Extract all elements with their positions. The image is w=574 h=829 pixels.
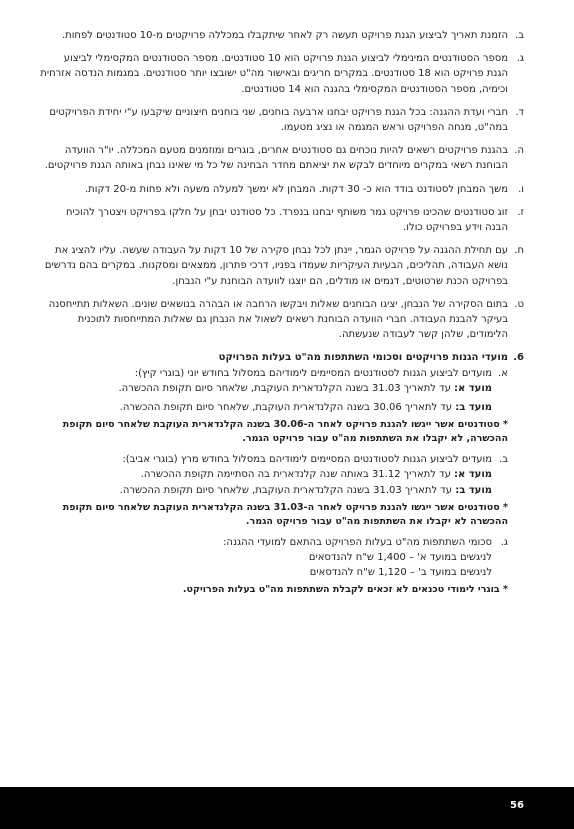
item-number: ג. [500,536,508,548]
item-text: סכומי השתתפות מה"ט בעלות הפרויקט בהתאם למועדי ההגנה: [223,536,492,548]
subsection-spring [40,452,508,498]
moed-b-line [40,483,492,498]
list-item [40,182,524,197]
section-number: 6. [513,352,524,364]
item-text: זוג סטודנטים שהכינו פרויקט גמר משותף יבחנו בנפרד. כל סטודנט יבחן על חלקו בפרויקט ויצטרך להוכיח הבנה וידע בפרויקט כולו. [65,206,508,234]
item-number: ג. [516,53,524,65]
item-number: ב. [515,30,524,41]
moed-a-text: עד לתאריך 31.12 באותה שנה קלנדארית בה הסתיימה תקופת ההכשרה. [140,469,455,481]
list-item [40,143,524,173]
note: * סטודנטים אשר ייגשו להגנת פרויקט לאחר ה-31.03 בשנה הקלנדארית העוקבת שלאחר סיום תקופת ההכשרה לא יקבלו את השתתפות מה"ט עבור פרויקט הגמר. [62,501,508,527]
list-item [40,243,524,289]
item-number: ד. [515,106,524,118]
item-number: ה. [514,145,524,157]
list-item [40,297,524,343]
list-item [40,535,508,581]
section-title: מועדי הגנות פרויקטים וסכומי השתתפות מה"ט בעלות הפרויקט [218,352,508,364]
document-body [40,28,524,603]
page-number: 56 [510,800,524,811]
payment-line-b: לניגשים במועד ב' – 1,120 ש"ח להנדסאים [309,567,492,579]
item-text: מספר הסטודנטים המינימלי לביצוע הגנת פרויקט הוא 10 סטודנטים. מספר הסטודנטים המקסימלי לביצוע הגנת פרויקט הוא 18 סטודנטים. במקרים חריגים ובאישור מה"ט ישובצו יותר סטודנטים. במגמות הנדסה אזרחית וכימיה, מספר הסטודנטים המקסימלי בהגנה הוא 14 סטודנטים. [40,53,508,95]
item-text: בהגנת פרויקטים רשאים להיות נוכחים גם סטודנטים אחרים, בוגרים ומוזמנים מטעם המכללה. יו"ר הוועדה הבוחנת רשאי במקרים מיוחדים לבקש את יציאתם מחדר הבחינה של כל מי שאינו נבחן באותה הגנת פרויקטים. [44,145,508,172]
payment-line-a: לניגשים במועד א' – 1,400 ש"ח להנדסאים [308,552,492,564]
list-item [40,366,508,416]
section-heading [40,350,524,365]
moed-b-text: עד לתאריך 31.03 בשנה הקלנדארית העוקבת, שלאחר סיום תקופת ההכשרה. [119,484,456,496]
item-text: מועדים לביצוע הגנות לסטודנטים המסיימים לימודיהם במסלול בחודש יוני (בוגרי קיץ): [134,367,492,379]
list-item [40,452,508,498]
moed-b-label: מועד ב: [455,402,492,414]
moed-b-label: מועד ב: [455,484,492,496]
moed-a-label: מועד א: [454,469,492,481]
item-number: ב. [499,454,508,466]
moed-a-label: מועד א: [454,382,492,394]
item-text: בתום הסקירה של הנבחן, יציגו הבוחנים שאלות ויבקשו הרחבה או הבהרה בנושאים שונים. השאלות תתייחסנה בעיקר להבנת העבודה. חברי הוועדה הבוחנת רשאים לשאול את הנבחן גם שאלות המתייחסות לתוכנית הלימודים, שלהן קשר לעבודה שנעשתה. [48,298,508,341]
item-number: ו. [518,183,524,195]
page-footer [0,787,574,829]
item-number: ח. [514,245,524,257]
moed-a-line [40,381,492,396]
item-text: חברי ועדת ההגנה: בכל הגנת פרויקט יבחנו ארבעה בוחנים, שני בוחנים חיצוניים שיקבעו ע"י יחידת הפרויקטים במה"ט, מנחה הפרויקט וראש המגמה או נציג מטעמו. [49,106,508,134]
list-item [40,28,524,43]
moed-b-text: עד לתאריך 30.06 בשנה הקלנדארית העוקבת, שלאחר סיום תקופת ההכשרה. [119,402,456,414]
item-text: מועדים לביצוע הגנות לסטודנטים המסיימים לימודיהם במסלול בחודש מרץ (בוגרי אביב): [122,454,492,466]
subsection-spring-summer [40,366,508,416]
subsection-payment [40,535,508,581]
item-text: עם תחילת ההגנה על פרויקט הגמר, יינתן לכל נבחן סקירה של 10 דקות על העבודה שעשה. עליו להציג את נושא העבודה, תהליכים, הבעיות העיקריות שעמדו בפניו, דרכי פתרון, ממצאים ומסקנות. במקרים בהם נדרשים בפרויקט הכנת שרטוטים, דגמים או מודלים, הם יוצגו לוועדה הבוחנת ע"י הנבחן. [44,245,508,287]
moed-a-line [40,467,492,482]
list-item [40,51,524,97]
item-text: הזמנת תאריך לביצוע הגנת פרויקט תעשה רק לאחר שיתקבלו במכללה פרויקטים מ-10 סטודנטים לפחות. [61,30,508,41]
item-text: משך המבחן לסטודנט בודד הוא כ- 30 דקות. המבחן לא ימשך למעלה משעה ולא פחות מ-20 דקות. [84,183,508,195]
item-number: ז. [517,206,524,218]
note: * סטודנטים אשר ייגשו להגנת פרויקט לאחר ה-30.06 בשנה הקלנדארית העוקבת שלאחר סיום תקופת ההכשרה, לא יקבלו את השתתפות מה"ט עבור פרויקט הגמר. [62,419,508,445]
moed-b-line [40,400,492,415]
list-item [40,105,524,135]
moed-a-text: עד לתאריך 31.03 בשנה הקלנדארית העוקבת, שלאחר סיום תקופת ההכשרה. [118,382,455,394]
list-item [40,205,524,235]
item-number: ט. [514,298,524,310]
note: * בוגרי לימודי טכנאים לא זכאים לקבלת השתתפות מה"ט בעלות הפרויקט. [182,584,508,596]
item-number: א. [498,367,508,379]
